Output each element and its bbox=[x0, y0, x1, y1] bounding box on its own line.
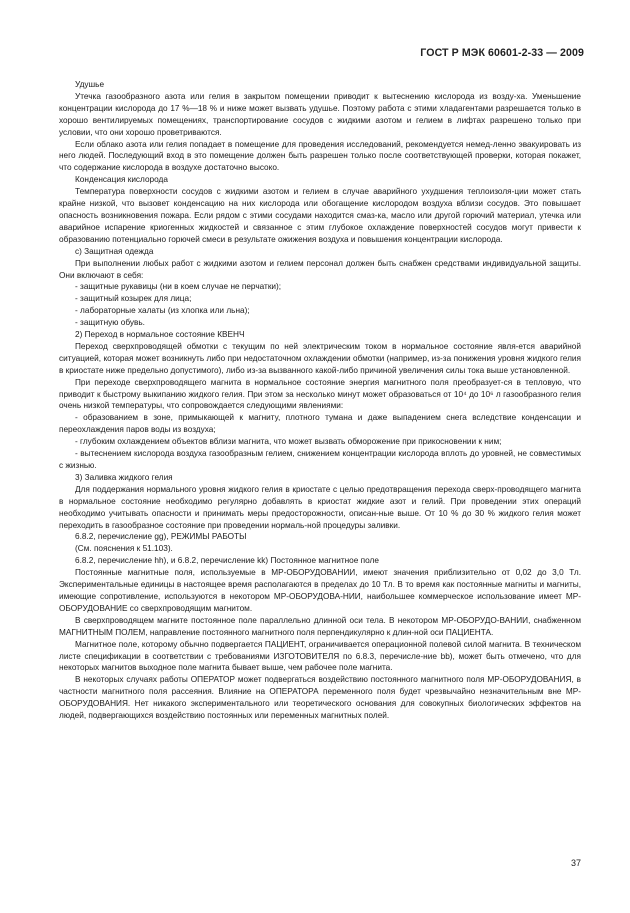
paragraph: Температура поверхности сосудов с жидкими азотом и гелием в случае аварийного ухудшения теплоизоля-ции может стать крайне низкой, что вызовет конденсацию на них кислорода или обогащение кислородом воздуха вблизи сосудов. Это повышает опасность возникновения пожара. Если рядом с этими сосудами находится смаз-ка, масло или другой горючий материал, утечка или аварийное испарение криогенных жидкостей и связанное с этим глубокое охлаждение поверхностей сосудов могут привести к образованию потенциально горючей смеси в результате ожижения воздуха и повышения концентрации кислорода. bbox=[59, 187, 581, 244]
body-text bbox=[59, 79, 581, 722]
paragraph: Если облако азота или гелия попадает в помещение для проведения исследований, рекомендуется немед-ленно эвакуировать из него людей. Последующий вход в это помещение должен быть разрешен только после соответствующей проверки, которая покажет, что содержание кислорода в воздухе достаточно высоко. bbox=[59, 139, 581, 173]
paragraph: 3) Заливка жидкого гелия bbox=[75, 472, 173, 482]
paragraph: При выполнении любых работ с жидкими азотом и гелием персонал должен быть снабжен средствами индивидуальной защиты. Они включают в себя: bbox=[59, 258, 581, 280]
paragraph: - вытеснением кислорода воздуха газообразным гелием, снижением концентрации кислорода вплоть до уровней, не совместимых с жизнью. bbox=[59, 449, 581, 470]
paragraph: В некоторых случаях работы ОПЕРАТОР может подвергаться воздействию постоянного магнитного поля МР-ОБОРУДОВАНИЯ, в частности магнитного поля рассеяния. Влияние на ОПЕРАТОРА переменного поля будет чрезвычайно незначительным вне МР-ОБОРУДОВАНИЯ. Нет никакого экспериментального или теоретического основания для совокупных биологических эффектов на людей, подвергающихся воздействию постоянных или переменных магнитных полей. bbox=[59, 675, 581, 721]
standard-header: ГОСТ Р МЭК 60601-2-33 — 2009 bbox=[420, 47, 584, 59]
paragraph: Утечка газообразного азота или гелия в закрытом помещении приводит к вытеснению кислорода из возду-ха. Уменьшение концентрации кислорода до 17 %—18 % и ниже может вызвать удушье. Поэтому работа с этими хладагентами разрешается только в хорошо вентилируемых помещениях, транспортирование сосудов с жидкими азотом и гелием в лифтах разрешено только при условии, что они хорошо проветриваются. bbox=[59, 91, 581, 137]
paragraph: Для поддержания нормального уровня жидкого гелия в криостате с целью предотвращения перехода сверх-проводящего магнита в нормальное состояние необходимо регулярно добавлять в криостат жидкие азот и гелий. При проведении этих операций необходимо учитывать опасности и принимать меры предосторожности, описан-ные выше. От 10 % до 30 % жидкого гелия может переходить в газообразное состояние при проведении нормаль-ной процедуры заливки. bbox=[59, 484, 581, 530]
paragraph: - защитные рукавицы (ни в коем случае не перчатки); bbox=[75, 282, 282, 292]
paragraph: - защитную обувь. bbox=[75, 318, 145, 328]
paragraph: 2) Переход в нормальное состояние КВЕНЧ bbox=[75, 330, 245, 340]
paragraph: - образованием в зоне, примыкающей к магниту, плотного тумана и даже выпадением снега вследствие конденсации и переохлаждения паров воды из воздуха; bbox=[59, 413, 581, 435]
paragraph: - лабораторные халаты (из хлопка или льна); bbox=[75, 306, 250, 316]
paragraph: - защитный козырек для лица; bbox=[75, 294, 192, 304]
paragraph: c) Защитная одежда bbox=[75, 246, 154, 256]
paragraph: 6.8.2, перечисление gg), РЕЖИМЫ РАБОТЫ bbox=[75, 532, 247, 542]
paragraph: 6.8.2, перечисление hh), и 6.8.2, перечисление kk) Постоянное магнитное поле bbox=[75, 556, 379, 566]
paragraph: При переходе сверхпроводящего магнита в нормальное состояние энергия магнитного поля преобразует-ся в тепловую, что приводит к быстрому выкипанию жидкого гелия. При этом за несколько минут может образоваться от 10⁴ до 10⁶ л газообразного гелия очень низкой температуры, что сопровождается следующими явлениями: bbox=[59, 377, 581, 411]
paragraph: Переход сверхпроводящей обмотки с текущим по ней электрическим током в нормальное состояние явля-ется аварийной ситуацией, которая может возникнуть либо при недостаточном охлаждении обмотки (например, из-за понижения уровня жидкого гелия в криостате ниже предельно допустимого), либо из-за вызванного какой-либо причиной увеличения силы тока выше установленной. bbox=[59, 341, 581, 375]
paragraph: Магнитное поле, которому обычно подвергается ПАЦИЕНТ, ограничивается операционной полевой силой магнита. В техническом листе спецификации в соответствии с требованиями ИЗГОТОВИТЕЛЯ по 6.8.3, перечисле-ние bb), может быть отмечено, что для некоторых магнитов выходное поле магнита бывает выше, чем рабочее поле магнита. bbox=[59, 639, 581, 673]
paragraph: В сверхпроводящем магните постоянное поле параллельно длинной оси тела. В некотором МР-ОБОРУДО-ВАНИИ, снабженном МАГНИТНЫМ ПОЛЕМ, направление постоянного магнитного поля перпендикулярно к длин-ной оси ПАЦИЕНТА. bbox=[59, 615, 581, 637]
paragraph: Удушье bbox=[75, 80, 105, 89]
paragraph: - глубоким охлаждением объектов вблизи магнита, что может вызвать обморожение при прикосновении к ним; bbox=[75, 437, 502, 447]
paragraph: Конденсация кислорода bbox=[75, 175, 168, 185]
paragraph: Постоянные магнитные поля, используемые в МР-ОБОРУДОВАНИИ, имеют значения приблизительно от 0,02 до 3,0 Тл. Экспериментальные единицы в настоящее время располагаются в пределах до 10 Тл. В то время как постоянные магниты и магниты, имеющие сопротивление, используются в некотором МР-ОБОРУДОВА-НИИ, наибольшее коммерческое использование имеет МР-ОБОРУДОВАНИЕ со сверхпроводящим магнитом. bbox=[59, 568, 581, 613]
paragraph: (См. пояснения к 51.103). bbox=[75, 544, 173, 554]
page-number: 37 bbox=[571, 858, 582, 868]
